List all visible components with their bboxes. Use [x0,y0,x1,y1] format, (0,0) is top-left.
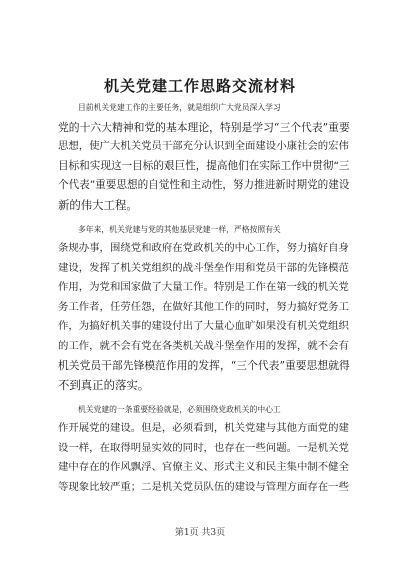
paragraph-line: 建中存在的作风飘浮、官僚主义、形式主义和民主集中制不健全 [58,461,349,473]
paragraph-line: 多年来，机关党建与党的其他基层党建一样，严格按照有关 [78,224,281,234]
paragraph-line: 的工作，就不会有党在各类机关战斗堡垒作用的发挥，就不会有 [58,339,349,352]
paragraph-line: 目前机关党建工作的主要任务，就是组织广大党员深入学习 [78,103,281,112]
paragraph-line: 思想，使广大机关党员干部充分认识到全面建设小康社会的宏伟 [58,140,349,152]
paragraph-line: 不到真正的落实。 [58,377,150,392]
paragraph-line: 目标和实现这一目标的艰巨性，提高他们在实际工作中贯彻“三 [58,159,350,172]
paragraph-line: 建设，发挥了机关党组织的战斗堡垒作用和党员干部的先锋模范 [58,261,349,274]
paragraph-line: 新的伟大工程。 [58,197,138,212]
paragraph-line: 作，为搞好机关事的建设付出了大量心血旷如果没有机关党组织 [58,320,349,332]
paragraph-line: 党的十六大精神和党的基本理论，特别是学习“三个代表”重要 [58,120,350,134]
paragraph-line: 机关党员干部先锋模范作用的发挥，“三个代表”重要思想就得 [58,359,350,372]
paragraph-line: 机关党建的一条重要经验就是，必须围绕党政机关的中心工 [78,404,281,414]
paragraph-line: 设一样，在取得明显实效的同时，也存在一些问题。一是机关党 [58,441,349,454]
paragraph-line: 等现象比较严重；二是机关党员队伍的建设与管理方面存在一些 [58,480,349,493]
paragraph-line: 条规办事，围绕党和政府在党政机关的中心工作，努力搞好自身 [58,242,349,254]
paragraph-line: 作开展党的建设。但是，必须看到，机关党建与其他方面党的建 [58,422,349,434]
document-title: 机关党建工作思路交流材料 [103,77,296,95]
paragraph-line: 个代表”重要思想的自觉性和主动性，努力推进新时期党的建设 [58,179,350,191]
page-footer: 第1页 共3页 [174,528,226,538]
paragraph-line: 务工作者，任劳任怨，在做好其他工作的同时，努力搞好党务工 [58,300,349,313]
paragraph-line: 作用，为党和国家做了大量工作。特别是工作在第一线的机关党 [58,281,349,293]
